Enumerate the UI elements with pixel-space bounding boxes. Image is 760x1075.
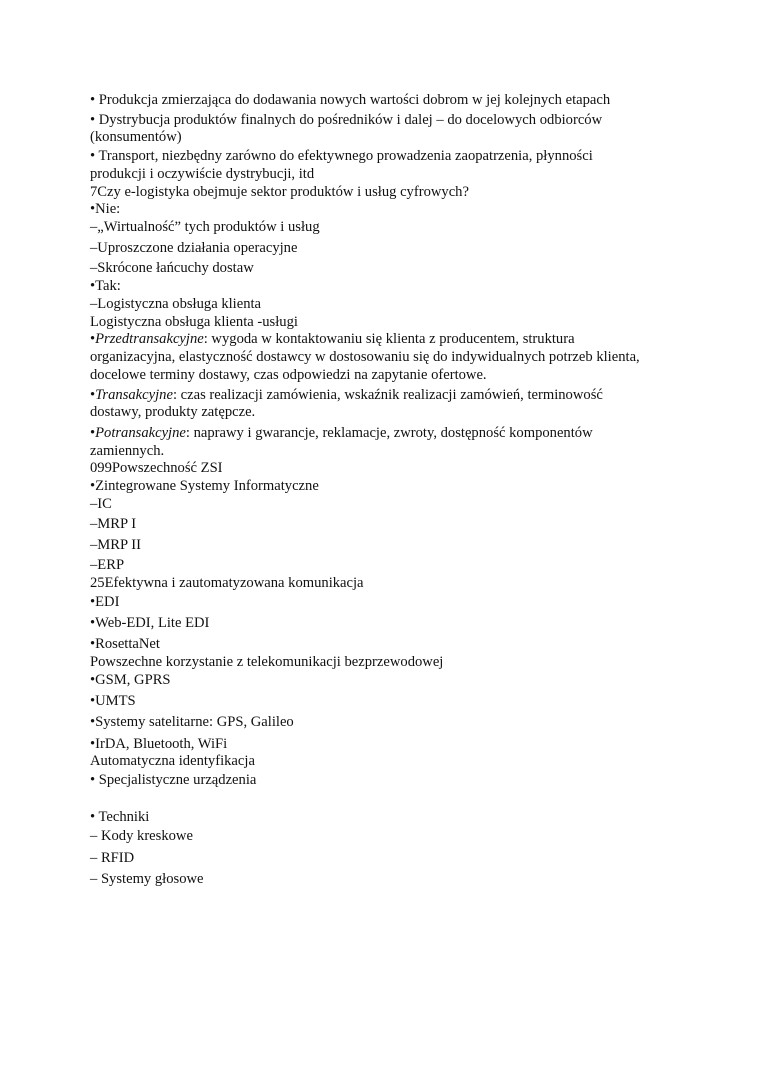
italic-term: Transakcyjne [95, 387, 173, 403]
italic-term: Przedtransakcyjne [95, 331, 204, 347]
text-line: •RosettaNet [90, 636, 160, 652]
text-line: dostawy, produkty zatępcze. [90, 404, 256, 420]
text-line: •UMTS [90, 693, 136, 709]
text-line: – Kody kreskowe [90, 828, 193, 844]
text-line: (konsumentów) [90, 129, 182, 145]
text-line: produkcji i oczywiście dystrybucji, itd [90, 166, 315, 182]
text-line: – Systemy głosowe [90, 871, 204, 887]
text-line: Powszechne korzystanie z telekomunikacji bezprzewodowej [90, 654, 444, 670]
line-rest: : czas realizacji zamówienia, wskaźnik realizacji zamówień, terminowość [172, 387, 603, 403]
bullet: • [90, 387, 96, 403]
italic-term: Potransakcyjne [95, 425, 186, 441]
bullet: • [90, 425, 96, 441]
text-line: •Nie: [90, 201, 121, 217]
text-line: –Uproszczone działania operacyjne [90, 240, 298, 256]
text-line: organizacyjna, elastyczność dostawcy w dostosowaniu się do indywidualnych potrzeb klienta, [90, 349, 640, 365]
text-line: docelowe terminy dostawy, czas odpowiedzi na zapytanie ofertowe. [90, 367, 487, 383]
text-line: • Produkcja zmierzająca do dodawania nowych wartości dobrom w jej kolejnych etapach [90, 92, 611, 108]
text-line: 25Efektywna i zautomatyzowana komunikacja [90, 575, 364, 591]
text-line: –MRP I [90, 516, 137, 532]
text-line: –MRP II [90, 537, 141, 553]
text-line [90, 386, 603, 404]
text-line: –ERP [90, 557, 125, 573]
text-line [90, 330, 575, 348]
text-line: • Techniki [90, 809, 150, 825]
text-line: – RFID [90, 850, 135, 866]
text-line: 7Czy e-logistyka obejmuje sektor produktów i usług cyfrowych? [90, 184, 469, 200]
text-line: zamiennych. [90, 443, 165, 459]
text-line: • Transport, niezbędny zarówno do efektywnego prowadzenia zaopatrzenia, płynności [90, 148, 593, 164]
text-line: •IrDA, Bluetooth, WiFi [90, 736, 228, 752]
text-line: •Zintegrowane Systemy Informatyczne [90, 478, 319, 494]
text-line: • Dystrybucja produktów finalnych do pośredników i dalej – do docelowych odbiorców [90, 112, 603, 128]
text-line: •Web-EDI, Lite EDI [90, 615, 210, 631]
text-line: –Logistyczna obsługa klienta [90, 296, 262, 312]
text-line: Automatyczna identyfikacja [90, 753, 255, 769]
text-line [90, 424, 593, 442]
text-line: Logistyczna obsługa klienta -usługi [90, 314, 298, 330]
text-line: •Systemy satelitarne: GPS, Galileo [90, 714, 294, 730]
text-line: • Specjalistyczne urządzenia [90, 772, 257, 788]
text-line: 099Powszechność ZSI [90, 460, 223, 476]
text-line: •GSM, GPRS [90, 672, 171, 688]
text-line: •Tak: [90, 278, 121, 294]
line-rest: : naprawy i gwarancje, reklamacje, zwroty, dostępność komponentów [185, 425, 593, 441]
bullet: • [90, 331, 96, 347]
text-line: –IC [90, 496, 112, 512]
text-line: •EDI [90, 594, 120, 610]
line-rest: : wygoda w kontaktowaniu się klienta z producentem, struktura [203, 331, 575, 347]
text-line: –Skrócone łańcuchy dostaw [90, 260, 254, 276]
text-line: –„Wirtualność” tych produktów i usług [90, 219, 320, 235]
